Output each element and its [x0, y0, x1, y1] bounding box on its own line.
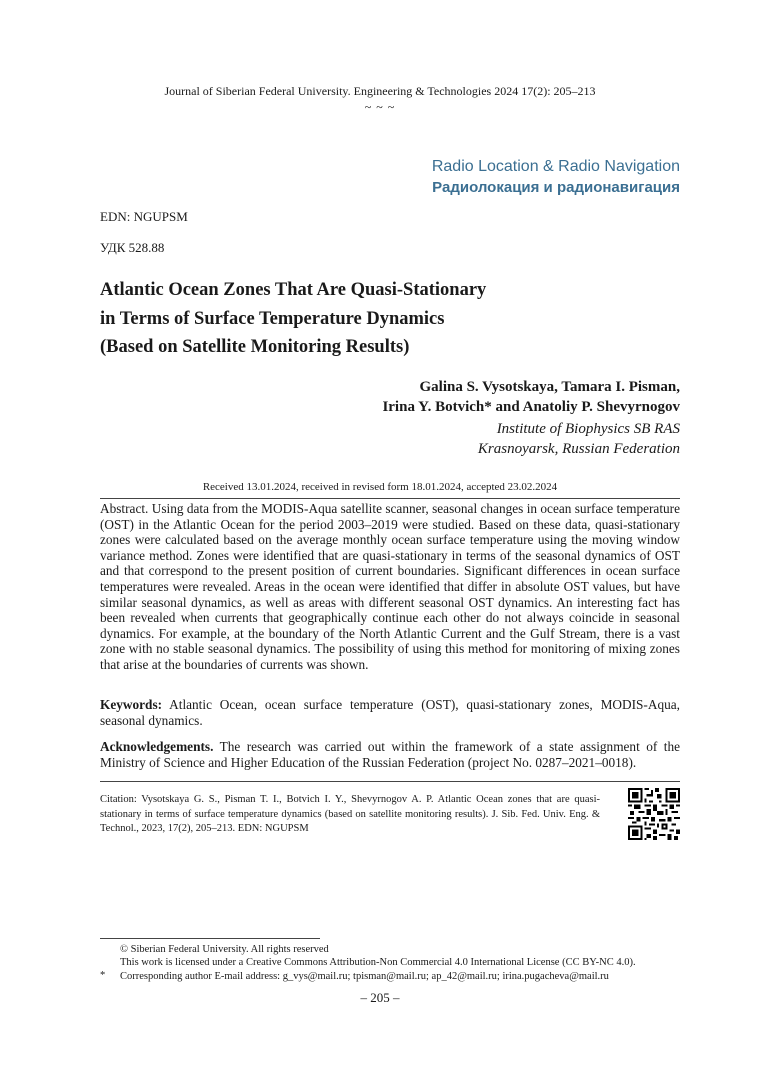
copyright-notice: © Siberian Federal University. All rights reserved: [120, 944, 329, 955]
affiliation: [478, 419, 680, 459]
header-separator: ~ ~ ~: [364, 100, 396, 114]
corresponding-author-email: Corresponding author E-mail address: g_vys@mail.ru; tpisman@mail.ru; ap_42@mail.ru; irina.pugacheva@mail.ru: [120, 971, 609, 982]
acknowledgements-label: Acknowledgements.: [100, 739, 214, 754]
keywords-label: Keywords:: [100, 697, 163, 712]
authors-line-2: Irina Y. Botvich* and Anatoliy P. Shevyrnogov: [382, 399, 680, 415]
acknowledgements-text: The research was carried out within the framework of a state assignment of the Ministry of Science and Higher Education of the Russian Federation (project No. 0287–2021–0018).: [100, 739, 680, 770]
divider-citation: [100, 781, 680, 782]
license-notice: This work is licensed under a Creative Commons Attribution-Non Commercial 4.0 International License (CC BY-NC 4.0).: [120, 957, 636, 968]
keywords-text: Atlantic Ocean, ocean surface temperature (OST), quasi-stationary zones, MODIS-Aqua, seasonal dynamics.: [100, 697, 680, 728]
footnote-divider: [100, 938, 320, 939]
udk-code: УДК 528.88: [100, 240, 165, 255]
title-line-1: Atlantic Ocean Zones That Are Quasi-Stationary: [100, 280, 487, 300]
acknowledgements: [100, 739, 680, 770]
journal-header: Journal of Siberian Federal University. Engineering & Technologies 2024 17(2): 205–213: [164, 84, 596, 98]
affiliation-line-2: Krasnoyarsk, Russian Federation: [477, 441, 680, 457]
qr-code-icon[interactable]: [628, 788, 680, 840]
affiliation-line-1: Institute of Biophysics SB RAS: [496, 421, 680, 437]
keywords: [100, 697, 680, 728]
edn-code: EDN: NGUPSM: [100, 209, 188, 224]
section-title-ru: Радиолокация и радионавигация: [432, 179, 680, 196]
abstract: Abstract. Using data from the MODIS-Aqua satellite scanner, seasonal changes in ocean surface temperature (OST) in the Atlantic Ocean for the period 2003–2019 were studied. Based on these data, quasi-stationary zones were calculated based on the average monthly ocean surface temperature using the moving window variance method. Zones were identified that are quasi-stationary in terms of the seasonal dynamics of OST and that correspond to the present position of current boundaries. Significant differences in ocean surface temperatures were revealed. Areas in the ocean were identified that differ in absolute OST values, but have similar seasonal dynamics, as well as areas with different seasonal OST dynamics. An interesting fact has been revealed when currents that geographically continue each other do not always coincide in seasonal dynamics. For example, at the boundary of the North Atlantic Current and the Gulf Stream, there is a vast zone with no stable seasonal dynamics. The possibility of using this method for monitoring of mixing zones that arise at the boundaries of currents was shown.: [100, 501, 680, 672]
footnote-asterisk: *: [100, 970, 106, 981]
title-line-2: in Terms of Surface Temperature Dynamics: [100, 308, 445, 329]
title-line-3: (Based on Satellite Monitoring Results): [100, 337, 410, 357]
authors-line-1: Galina S. Vysotskaya, Tamara I. Pisman,: [419, 379, 680, 395]
article-title: [100, 276, 486, 362]
authors: [382, 377, 680, 417]
page-number: – 205 –: [360, 990, 400, 1005]
section-title-en: Radio Location & Radio Navigation: [431, 158, 680, 175]
citation: Citation: Vysotskaya G. S., Pisman T. I., Botvich I. Y., Shevyrnogov A. P. Atlantic Ocean zones that are quasi-stationary in terms of surface temperature dynamics (based on satellite monitoring results). J. Sib. Fed. Univ. Eng. & Technol., 2023, 17(2), 205–213. EDN: NGUPSM: [100, 794, 600, 834]
received-dates: Received 13.01.2024, received in revised form 18.01.2024, accepted 23.02.2024: [202, 481, 558, 493]
divider-top: [100, 498, 680, 499]
